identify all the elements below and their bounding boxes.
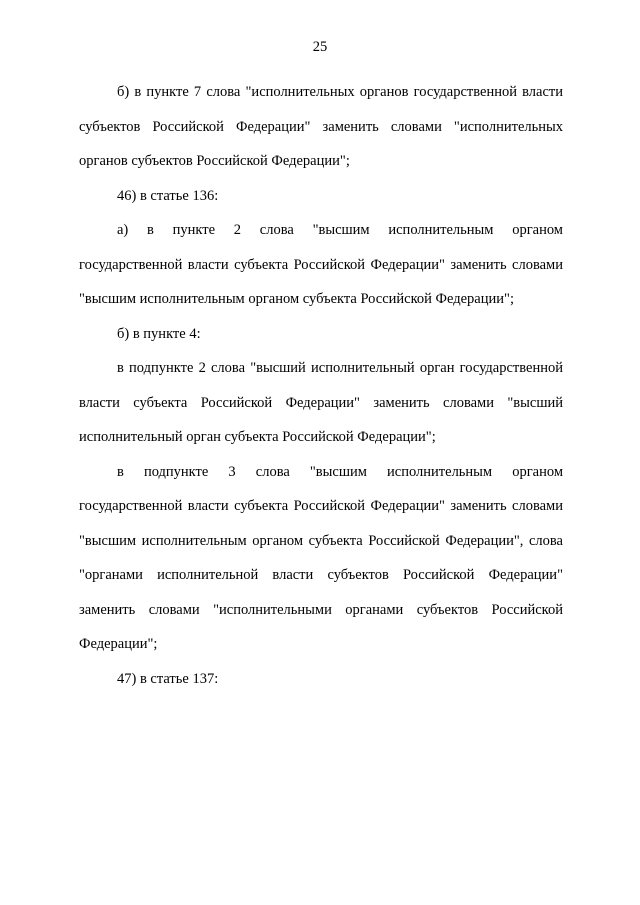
paragraph-podpunkt-3: в подпункте 3 слова "высшим исполнительным органом государственной власти субъекта Российской Федерации" заменить словами "высшим исполнительным органом субъекта Российской Федерации", слова "органами исполнительной власти субъектов Российской Федерации" заменить словами "исполнительными органами субъектов Российской Федерации";	[79, 463, 563, 652]
paragraph-46-statya-136: 46) в статье 136:	[117, 187, 219, 204]
page-number: 25	[312, 39, 328, 55]
paragraph-47-statya-137: 47) в статье 137:	[117, 670, 219, 687]
paragraph-podpunkt-2: в подпункте 2 слова "высший исполнительный орган государственной власти субъекта Российской Федерации" заменить словами "высший исполнительный орган субъекта Российской Федерации";	[79, 360, 563, 445]
document-body	[79, 75, 563, 696]
paragraph-item-b-punkt-7: б) в пункте 7 слова "исполнительных органов государственной власти субъектов Российской Федерации" заменить словами "исполнительных органов субъектов Российской Федерации";	[79, 84, 563, 169]
paragraph-item-a-punkt-2: а) в пункте 2 слова "высшим исполнительным органом государственной власти субъекта Российской Федерации" заменить словами "высшим исполнительным органом субъекта Российской Федерации";	[79, 222, 563, 307]
paragraph-item-b-punkt-4: б) в пункте 4:	[117, 325, 201, 342]
